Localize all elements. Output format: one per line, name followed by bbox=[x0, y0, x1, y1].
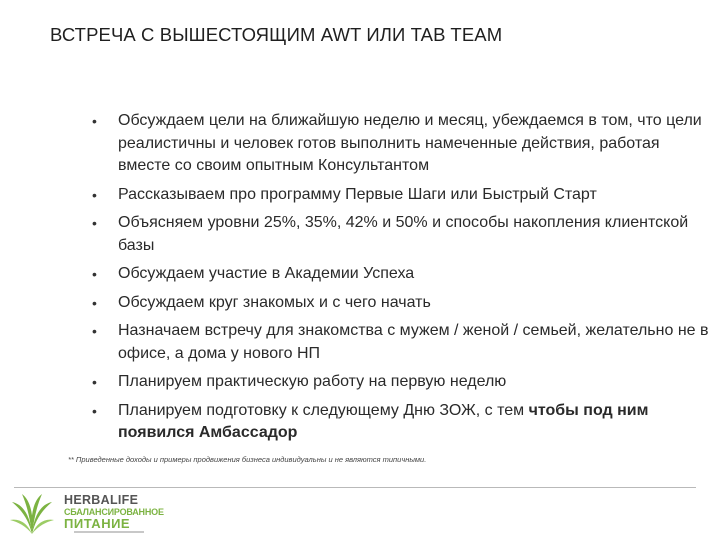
bullet-list bbox=[86, 110, 714, 451]
list-item bbox=[86, 263, 714, 286]
list-item bbox=[86, 400, 714, 445]
bullet-icon: • bbox=[92, 402, 97, 419]
list-item bbox=[86, 212, 714, 257]
list-item-text: Назначаем встречу для знакомства с мужем / женой / семьей, желательно не в офисе, а дома у нового НП bbox=[118, 322, 709, 362]
logo-tagline-line2: ПИТАНИЕ bbox=[64, 516, 131, 531]
bullet-icon: • bbox=[92, 323, 97, 339]
list-item-text: Обсуждаем цели на ближайшую неделю и месяц, убеждаемся в том, что цели реалистичны и человек готов выполнить намеченные действия, работая вместе со своим опытным Консультантом bbox=[118, 112, 702, 174]
footer-divider bbox=[14, 487, 696, 488]
list-item-text: Планируем практическую работу на первую неделю bbox=[118, 373, 507, 390]
list-item bbox=[86, 371, 714, 394]
list-item-text: Рассказываем про программу Первые Шаги или Быстрый Старт bbox=[118, 185, 597, 203]
bullet-icon: • bbox=[92, 266, 97, 282]
bullet-icon: • bbox=[92, 374, 97, 390]
footnote: ** Приведенные доходы и примеры продвижения бизнеса индивидуальны и не являются типичными. bbox=[68, 455, 427, 464]
list-item-text: Планируем подготовку к следующему Дню ЗОЖ, с тем bbox=[118, 401, 529, 419]
herbalife-logo bbox=[8, 490, 178, 538]
list-item-text: Объясняем уровни 25%, 35%, 42% и 50% и способы накопления клиентской базы bbox=[118, 214, 689, 254]
logo-brand-text: HERBALIFE bbox=[64, 493, 139, 507]
slide-title: ВСТРЕЧА С ВЫШЕСТОЯЩИМ AWT ИЛИ TAB TEAM bbox=[50, 24, 503, 45]
list-item bbox=[86, 184, 714, 207]
bullet-icon: • bbox=[92, 215, 97, 231]
list-item bbox=[86, 292, 714, 315]
list-item bbox=[86, 110, 714, 178]
logo-small-print bbox=[74, 531, 144, 533]
herbalife-leaf-icon bbox=[8, 490, 56, 536]
bullet-icon: • bbox=[92, 113, 97, 129]
list-item bbox=[86, 320, 714, 365]
logo-tagline-line1: СБАЛАНСИРОВАННОЕ bbox=[64, 507, 164, 517]
list-item-text: Обсуждаем круг знакомых и с чего начать bbox=[118, 293, 431, 311]
list-item-text-bold: чтобы под ним появился Амбассадор bbox=[118, 401, 649, 441]
bullet-icon: • bbox=[92, 294, 97, 311]
list-item-text: Обсуждаем участие в Академии Успеха bbox=[118, 265, 415, 282]
bullet-icon: • bbox=[92, 186, 97, 203]
